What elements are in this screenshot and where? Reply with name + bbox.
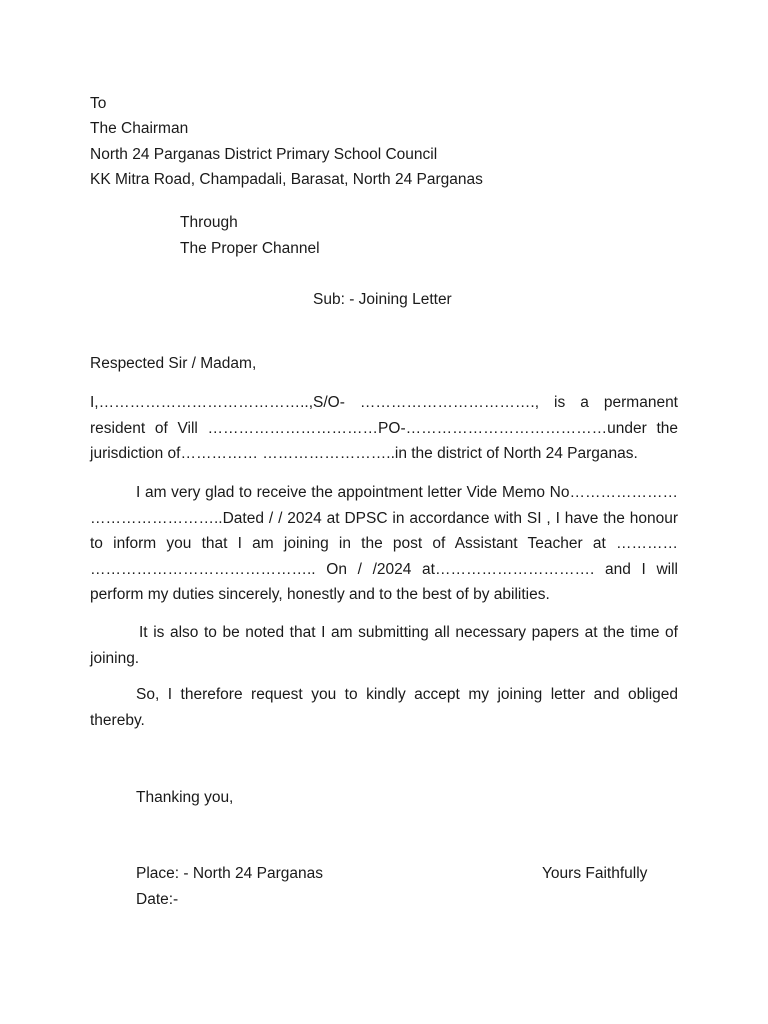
- papers-paragraph: It is also to be noted that I am submitting all necessary papers at the time of joining.: [90, 624, 678, 667]
- organization-name: North 24 Parganas District Primary School Council: [90, 146, 438, 163]
- date-line: Date:-: [136, 891, 179, 908]
- through-label: Through: [180, 214, 238, 231]
- sign-off: Yours Faithfully: [542, 865, 648, 882]
- place-line: Place: - North 24 Parganas: [136, 865, 323, 882]
- addressee: The Chairman: [90, 120, 189, 137]
- subject-line: Sub: - Joining Letter: [313, 291, 452, 308]
- intro-paragraph: I,…………………………………..,S/O- ……………………………., is a permanent resident of Vill ……………………………PO-…………………………………under the jurisdiction of…………… ……………………..in the district of North 24 Parganas.: [90, 394, 678, 462]
- to-label: To: [90, 95, 107, 112]
- proper-channel: The Proper Channel: [180, 240, 320, 257]
- salutation: Respected Sir / Madam,: [90, 355, 257, 372]
- appointment-paragraph: I am very glad to receive the appointment letter Vide Memo No………………… ……………………..Dated / / 2024 at DPSC in accordance with SI , I have the honour to inform you that I am joining in the post of Assistant Teacher at ………… …………………………………….. On / /2024 at…………………………. and I will perform my duties sincerely, honestly and to the best of by abilities.: [90, 484, 678, 603]
- thanking-line: Thanking you,: [136, 789, 234, 806]
- organization-address: KK Mitra Road, Champadali, Barasat, North 24 Parganas: [90, 171, 483, 188]
- request-paragraph: So, I therefore request you to kindly accept my joining letter and obliged thereby.: [90, 686, 678, 729]
